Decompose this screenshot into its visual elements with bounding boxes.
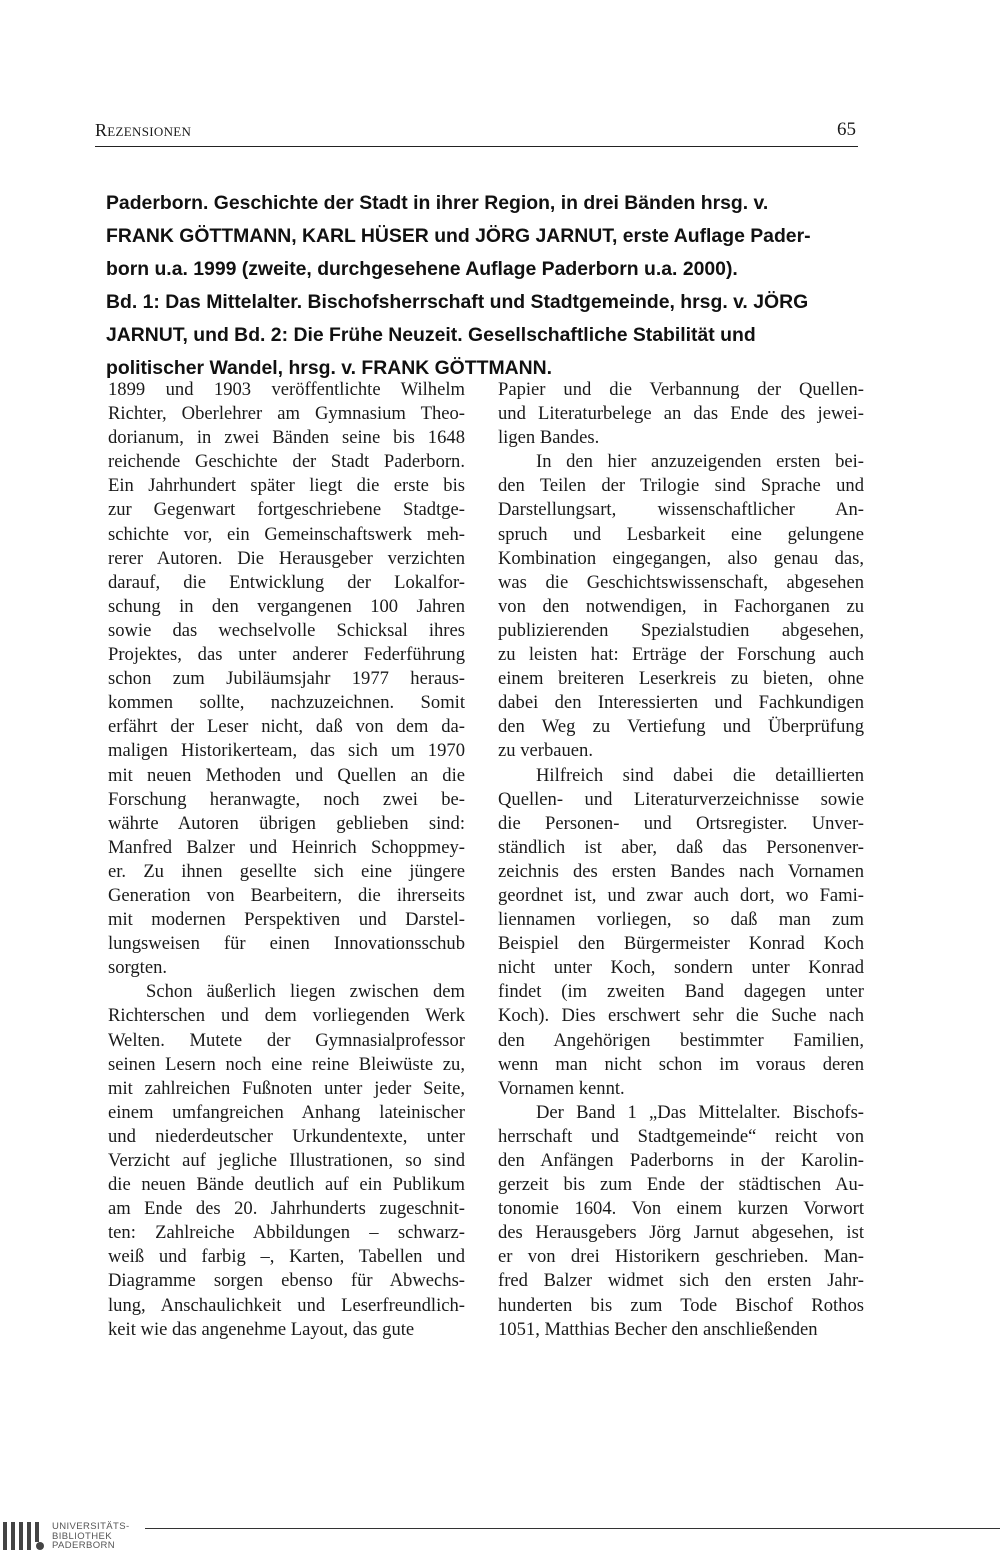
text-line: den Teilen der Trilogie sind Sprache und [498,475,864,497]
text-line: publizierenden Spezialstudien abgesehen, [498,619,864,641]
text-line: hunderten bis zum Tode Bischof Rothos [498,1294,864,1316]
text-line: liennamen vorliegen, so daß man zum [498,909,864,931]
text-line: Darstellungsart, wissenschaftlicher An- [498,499,864,521]
text-line: Der Band 1 „Das Mittelalter. Bischofs- [536,1101,864,1123]
title-line: JARNUT, und Bd. 2: Die Frühe Neuzeit. Gesellschaftliche Stabilität und [106,324,756,346]
text-line: mit modernen Perspektiven und Darstel- [108,909,465,931]
text-line: schichte vor, ein Gemeinschaftswerk meh- [108,523,465,545]
text-line: wenn man nicht schon im voraus deren [498,1053,864,1075]
text-line: er von drei Historikern geschrieben. Man- [498,1246,864,1268]
title-line: born u.a. 1999 (zweite, durchgesehene Auflage Paderborn u.a. 2000). [106,258,738,280]
text-line: die Personen- und Ortsregister. Unver- [498,812,864,834]
text-line: Welten. Mutete der Gymnasialprofessor [108,1029,465,1051]
text-line: gerzeit bis zum Ende der städtischen Au- [498,1174,864,1196]
text-line: In den hier anzuzeigenden ersten bei- [536,451,864,473]
text-line: herrschaft und Stadtgemeinde“ reicht von [498,1125,864,1147]
text-line: lung, Anschaulichkeit und Leserfreundlich- [108,1294,465,1316]
text-line: und niederdeutscher Urkundentexte, unter [108,1125,465,1147]
text-line: weiß und farbig –, Karten, Tabellen und [108,1246,465,1268]
page-header [95,116,858,147]
text-line: am Ende des 20. Jahrhunderts zugeschnit- [108,1198,465,1220]
text-line: Kombination eingegangen, also genau das, [498,547,864,569]
text-line: nicht unter Koch, sondern unter Konrad [498,957,864,979]
text-line: findet (im zweiten Band dagegen unter [498,981,864,1003]
text-line: ligen Bandes. [498,427,600,449]
left-column [108,378,465,1342]
text-line: den Weg zu Vertiefung und Überprüfung [498,716,864,738]
text-line: mit neuen Methoden und Quellen an die [108,764,465,786]
text-line: den Anfängen Paderborns in der Karolin- [498,1150,864,1171]
text-line: fred Balzer widmet sich den ersten Jahr- [498,1270,864,1292]
text-line: von den notwendigen, in Fachorganen zu [498,595,864,617]
text-line: mit zahlreichen Fußnoten unter jeder Seite, [108,1077,465,1099]
text-line: Verzicht auf jegliche Illustrationen, so sind [108,1150,465,1171]
text-line: Manfred Balzer und Heinrich Schoppmey- [108,836,465,858]
text-line: des Herausgebers Jörg Jarnut abgesehen, ist [498,1222,864,1244]
text-line: zu leisten hat: Erträge der Forschung auch [498,644,864,666]
text-line: spruch und Lesbarkeit eine gelungene [498,523,864,545]
text-line: den Angehörigen bestimmter Familien, [498,1029,864,1051]
text-line: reichende Geschichte der Stadt Paderborn. [108,451,465,473]
text-line: 1051, Matthias Becher den anschließenden [498,1318,818,1340]
right-column [498,378,864,1342]
text-line: er. Zu ihnen gesellte sich eine jüngere [108,860,465,882]
text-line: erfährt der Leser nicht, daß von dem da- [108,716,465,738]
text-line: lungsweisen für einen Innovationsschub [108,933,465,955]
text-line: schon zum Jubiläumsjahr 1977 heraus- [108,668,465,690]
text-line: maligen Historikerteam, das sich um 1970 [108,740,465,762]
review-title [106,187,866,385]
text-line: einem umfangreichen Anhang lateinischer [108,1101,465,1123]
text-line: Vornamen kennt. [498,1077,625,1099]
text-line: keit wie das angenehme Layout, das gute [108,1318,415,1340]
text-line: geordnet ist, und zwar auch dort, wo Fami- [498,884,864,906]
library-logo-text: UNIVERSITÄTS- BIBLIOTHEK PADERBORN [52,1521,130,1551]
text-line: ständlich ist aber, daß das Personenver- [498,836,864,858]
text-line: Koch). Dies erschwert sehr die Suche nach [498,1005,864,1027]
text-line: Richter, Oberlehrer am Gymnasium Theo- [108,403,465,425]
text-line: rerer Autoren. Die Herausgeber verzichten [108,547,465,569]
text-line: Ein Jahrhundert später liegt die erste bis [108,475,465,497]
text-line: ten: Zahlreiche Abbildungen – schwarz- [108,1222,465,1244]
text-line: zeichnis des ersten Bandes nach Vornamen [498,860,864,882]
text-line: währte Autoren übrigen geblieben sind: [108,812,465,834]
text-line: dorianum, in zwei Bänden seine bis 1648 [108,427,465,449]
text-line: Schon äußerlich liegen zwischen dem [146,981,465,1003]
library-logo-dot [36,1542,44,1550]
text-line: Papier und die Verbannung der Quellen- [498,379,864,400]
text-line: schung in den vergangenen 100 Jahren [108,595,465,617]
text-line: kommen sollte, nachzuzeichnen. Somit [108,692,465,714]
title-line: politischer Wandel, hrsg. v. FRANK GÖTTMANN. [106,357,553,379]
title-line: FRANK GÖTTMANN, KARL HÜSER und JÖRG JARNUT, erste Auflage Pader- [106,225,811,247]
text-line: die neuen Bände deutlich auf ein Publikum [108,1174,465,1196]
text-line: dabei den Interessierten und Fachkundigen [498,692,864,714]
text-line: zu verbauen. [498,740,593,762]
text-line: Quellen- und Literaturverzeichnisse sowie [498,788,864,810]
text-line: einem breiteren Leserkreis zu bieten, ohne [498,668,864,690]
text-line: sowie das wechselvolle Schicksal ihres [108,619,465,641]
page-number: 65 [837,119,856,140]
title-line: Paderborn. Geschichte der Stadt in ihrer Region, in drei Bänden hrsg. v. [106,192,769,214]
text-line: tonomie 1604. Von einem kurzen Vorwort [498,1198,864,1220]
title-line: Bd. 1: Das Mittelalter. Bischofsherrschaft und Stadtgemeinde, hrsg. v. JÖRG [106,291,809,313]
text-line: seinen Lesern noch eine reine Bleiwüste zu, [108,1053,465,1075]
text-line: was die Geschichtswissenschaft, abgesehen [498,571,864,593]
text-line: zur Gegenwart fortgeschriebene Stadtge- [108,499,465,521]
text-line: sorgten. [108,957,168,979]
text-line: Diagramme sorgen ebenso für Abwechs- [108,1270,465,1292]
library-footer [0,1522,1000,1550]
text-line: Projektes, das unter anderer Federführung [108,644,465,666]
text-line: und Literaturbelege an das Ende des jewei- [498,403,864,425]
text-line: Forschung heranwagte, noch zwei be- [108,788,465,810]
text-line: Richterschen und dem vorliegenden Werk [108,1005,465,1027]
running-head: Rezensionen [95,120,192,140]
text-line: Beispiel den Bürgermeister Konrad Koch [498,933,864,955]
text-line: darauf, die Entwicklung der Lokalfor- [108,571,465,593]
text-line: Hilfreich sind dabei die detaillierten [536,764,864,786]
text-line: 1899 und 1903 veröffentlichte Wilhelm [108,379,465,400]
text-line: Generation von Bearbeitern, die ihrerseits [108,884,465,906]
footer-rule [145,1528,1000,1529]
